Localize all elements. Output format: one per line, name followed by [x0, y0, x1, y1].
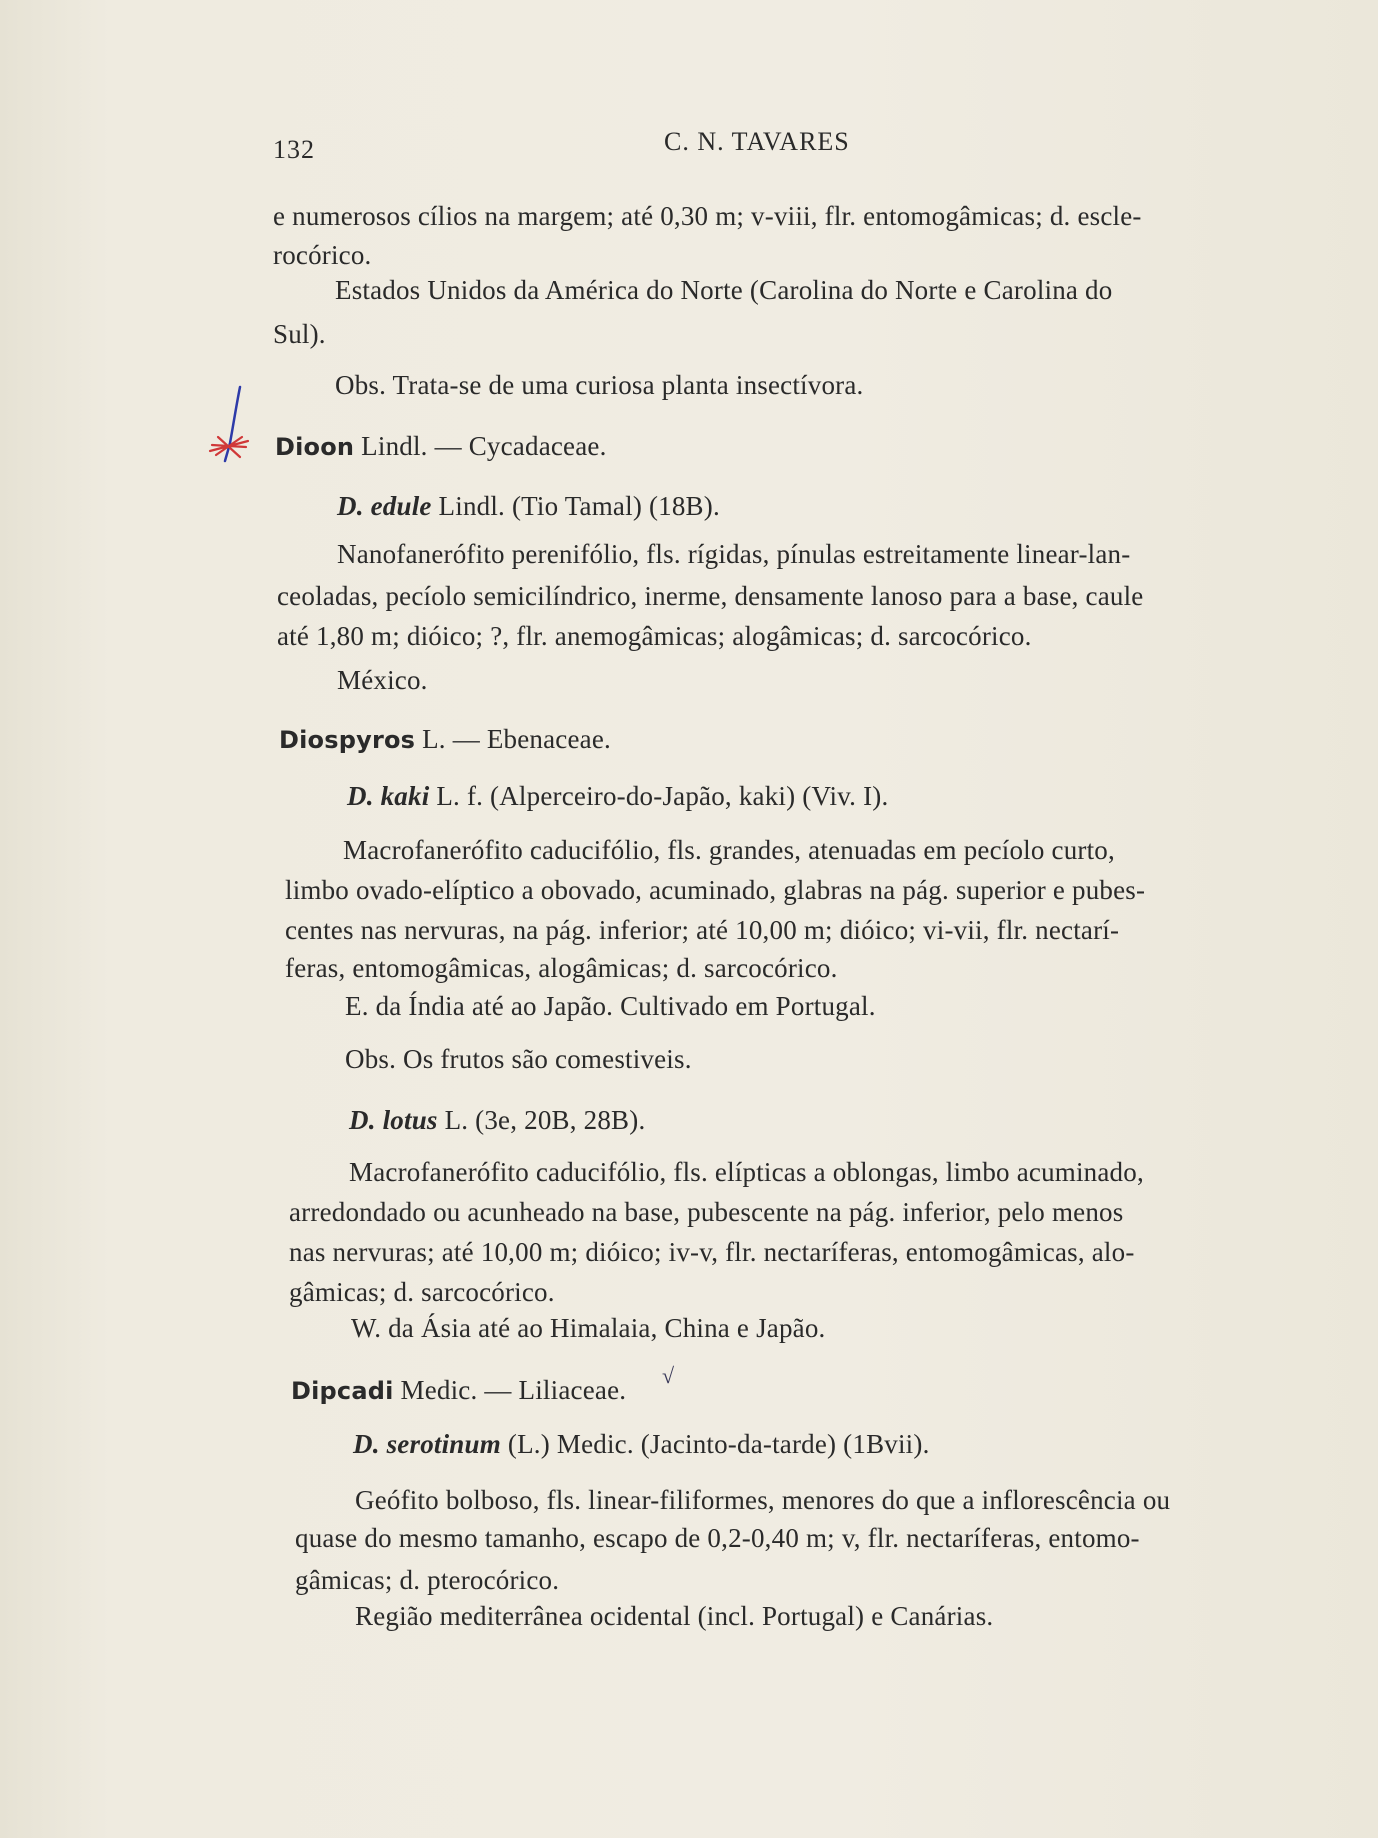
text-line: ceoladas, pecíolo semicilíndrico, inerme, densamente lanoso para a base, caule	[277, 581, 1144, 611]
genus-name: Dioon	[275, 433, 355, 461]
text-line: Nanofanerófito perenifólio, fls. rígidas, pínulas estreitamente linear-lan-	[337, 539, 1131, 569]
species-entry-serotinum	[353, 1428, 930, 1460]
genus-entry-diospyros	[279, 723, 611, 756]
text-line: quase do mesmo tamanho, escapo de 0,2-0,40 m; v, flr. nectaríferas, entomo-	[295, 1523, 1140, 1553]
genus-name: Dipcadi	[291, 1377, 394, 1405]
text-line: nas nervuras; até 10,00 m; dióico; iv-v, flr. nectaríferas, entomogâmicas, alo-	[289, 1237, 1135, 1267]
species-entry-kaki	[347, 780, 888, 812]
text-line: E. da Índia até ao Japão. Cultivado em Portugal.	[345, 991, 876, 1021]
text-line: Obs. Trata-se de uma curiosa planta insectívora.	[335, 370, 864, 400]
genus-entry-dioon	[275, 430, 607, 463]
species-entry-lotus	[349, 1104, 645, 1136]
text-line: Região mediterrânea ocidental (incl. Portugal) e Canárias.	[355, 1601, 994, 1631]
check-mark-icon: √	[662, 1363, 675, 1388]
genus-entry-dipcadi	[291, 1374, 626, 1407]
species-name: D. lotus	[349, 1105, 438, 1135]
pen-annotation-icon	[206, 385, 254, 469]
text-line: e numerosos cílios na margem; até 0,30 m; v-viii, flr. entomogâmicas; d. escle-	[273, 201, 1142, 231]
species-entry-edule	[337, 490, 720, 522]
text-line: arredondado ou acunheado na base, pubescente na pág. inferior, pelo menos	[289, 1197, 1124, 1227]
genus-authority: Medic. — Liliaceae.	[393, 1375, 627, 1405]
species-authority: Lindl. (Tio Tamal) (18B).	[431, 491, 720, 521]
species-name: D. edule	[337, 491, 432, 521]
text-line: Obs. Os frutos são comestiveis.	[345, 1044, 692, 1074]
species-name: D. serotinum	[353, 1429, 501, 1459]
text-line: centes nas nervuras, na pág. inferior; até 10,00 m; dióico; vi-vii, flr. nectarí-	[285, 915, 1120, 945]
text-line: feras, entomogâmicas, alogâmicas; d. sarcocórico.	[285, 953, 838, 983]
text-line: Macrofanerófito caducifólio, fls. elípticas a oblongas, limbo acuminado,	[349, 1157, 1144, 1187]
page-number: 132	[273, 135, 315, 164]
running-title: C. N. TAVARES	[664, 127, 850, 156]
text-line: gâmicas; d. pterocórico.	[295, 1565, 560, 1595]
text-line: Estados Unidos da América do Norte (Carolina do Norte e Carolina do	[335, 275, 1113, 305]
text-line: Macrofanerófito caducifólio, fls. grandes, atenuadas em pecíolo curto,	[343, 835, 1115, 865]
genus-authority: Lindl. — Cycadaceae.	[354, 431, 607, 461]
species-authority: L. f. (Alperceiro-do-Japão, kaki) (Viv. I).	[429, 781, 889, 811]
species-name: D. kaki	[347, 781, 430, 811]
species-authority: L. (3e, 20B, 28B).	[437, 1105, 646, 1135]
text-line: Geófito bolboso, fls. linear-filiformes, menores do que a inflorescência ou	[355, 1485, 1171, 1515]
species-authority: (L.) Medic. (Jacinto-da-tarde) (1Bvii).	[500, 1429, 930, 1459]
text-line: Sul).	[273, 319, 326, 349]
genus-authority: L. — Ebenaceae.	[415, 724, 611, 754]
text-line: rocórico.	[273, 240, 372, 270]
text-line: W. da Ásia até ao Himalaia, China e Japão.	[351, 1313, 826, 1343]
genus-name: Diospyros	[279, 726, 416, 754]
text-line: limbo ovado-elíptico a obovado, acuminado, glabras na pág. superior e pubes-	[285, 875, 1146, 905]
text-line: gâmicas; d. sarcocórico.	[289, 1277, 555, 1307]
text-line: até 1,80 m; dióico; ?, flr. anemogâmicas; alogâmicas; d. sarcocórico.	[277, 621, 1032, 651]
text-line: México.	[337, 665, 428, 695]
